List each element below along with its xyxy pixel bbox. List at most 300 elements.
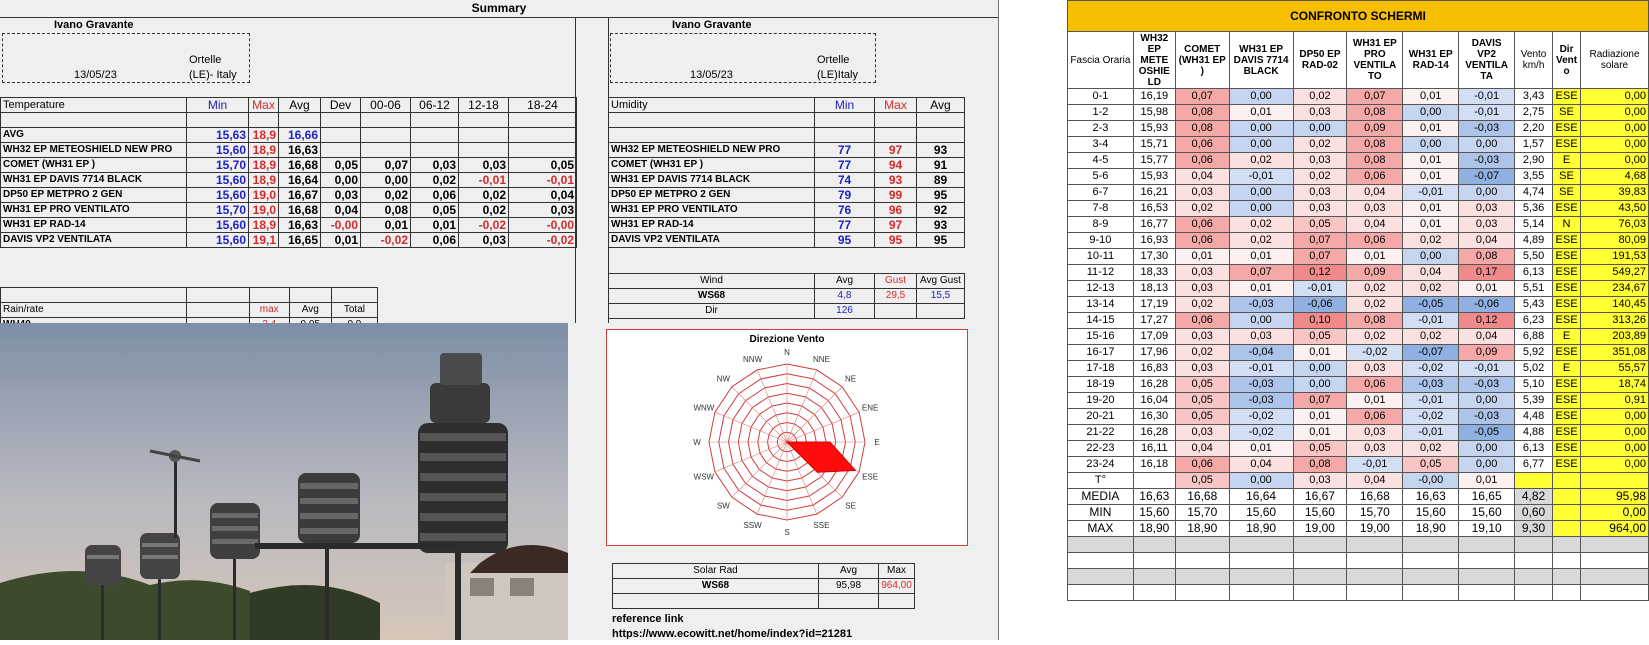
humidity-row xyxy=(609,218,965,233)
confronto-cell: 0,08 xyxy=(1459,249,1515,265)
title-row xyxy=(1068,1,1649,32)
confronto-t-cell: 0,01 xyxy=(1459,473,1515,489)
confronto-cell: 5,36 xyxy=(1515,201,1553,217)
confronto-cell: ESE xyxy=(1553,137,1581,153)
confronto-cell: 15,77 xyxy=(1133,153,1175,169)
temp-max-cell: 18,9 xyxy=(249,158,279,173)
owner-name-right: Ivano Gravante xyxy=(672,19,752,31)
confronto-cell: 0,02 xyxy=(1175,345,1229,361)
temp-c1-cell: 0,01 xyxy=(361,218,411,233)
confronto-t-cell xyxy=(1553,473,1581,489)
confronto-cell: 0,08 xyxy=(1347,153,1403,169)
header-12-18: 12-18 xyxy=(459,98,509,113)
header-solar-max: Max xyxy=(879,564,915,579)
confronto-t-cell xyxy=(1515,473,1553,489)
confronto-t-cell xyxy=(1133,473,1175,489)
confronto-cell: 16,28 xyxy=(1133,425,1175,441)
confronto-cell: 0,08 xyxy=(1293,457,1347,473)
temp-c4-cell xyxy=(509,128,577,143)
confronto-cell: ESE xyxy=(1553,89,1581,105)
confronto-summary-cell: 18,90 xyxy=(1133,521,1175,537)
confronto-row xyxy=(1068,441,1649,457)
confronto-cell: ESE xyxy=(1553,297,1581,313)
confronto-cell: -0,05 xyxy=(1403,297,1459,313)
temp-c4-cell: -0,01 xyxy=(509,173,577,188)
confronto-t-cell: 0,04 xyxy=(1347,473,1403,489)
spacer-row xyxy=(613,594,915,609)
location-line2: (LE)- Italy xyxy=(189,69,237,81)
confronto-cell: 5,92 xyxy=(1515,345,1553,361)
header-wind: Wind xyxy=(609,274,815,289)
confronto-row xyxy=(1068,281,1649,297)
empty-cell xyxy=(1175,585,1229,601)
spacer-row xyxy=(609,113,965,128)
temp-avg-cell: 16,68 xyxy=(279,158,321,173)
confronto-cell: 0,07 xyxy=(1175,89,1229,105)
confronto-cell: 0,06 xyxy=(1347,409,1403,425)
empty-cell xyxy=(1553,553,1581,569)
confronto-cell: 16,83 xyxy=(1133,361,1175,377)
humidity-max-cell: 99 xyxy=(875,188,917,203)
confronto-cell: -0,03 xyxy=(1459,377,1515,393)
header-rain-rate: Rain/rate xyxy=(1,303,187,318)
confronto-cell: -0,01 xyxy=(1403,425,1459,441)
confronto-cell: 5,10 xyxy=(1515,377,1553,393)
confronto-summary-cell: 16,67 xyxy=(1293,489,1347,505)
empty-cell xyxy=(1293,537,1347,553)
confronto-cell: 0,03 xyxy=(1293,153,1347,169)
confronto-cell: 0,12 xyxy=(1459,313,1515,329)
confronto-cell: 0,00 xyxy=(1581,121,1649,137)
temp-c3-cell xyxy=(459,128,509,143)
confronto-cell: 5,51 xyxy=(1515,281,1553,297)
confronto-row xyxy=(1068,425,1649,441)
radar-direction-label: SSW xyxy=(743,521,762,531)
confronto-cell: 16,19 xyxy=(1133,89,1175,105)
confronto-row xyxy=(1068,361,1649,377)
confronto-cell: 0,00 xyxy=(1581,105,1649,121)
confronto-cell: 0,00 xyxy=(1459,137,1515,153)
empty-cell xyxy=(1229,553,1293,569)
wind-direction-chart xyxy=(606,329,968,546)
reference-block xyxy=(612,612,852,639)
radar-direction-label: NNE xyxy=(812,354,830,364)
confronto-cell: 0,06 xyxy=(1175,457,1229,473)
confronto-cell: 13-14 xyxy=(1068,297,1134,313)
confronto-cell: 0,04 xyxy=(1175,169,1229,185)
confronto-cell: 0,00 xyxy=(1459,441,1515,457)
empty-cell xyxy=(1581,537,1649,553)
confronto-cell: SE xyxy=(1553,105,1581,121)
location-right-line1: Ortelle xyxy=(817,54,850,66)
humidity-row xyxy=(609,203,965,218)
location-line1: Ortelle xyxy=(189,54,222,66)
confronto-cell: 0,01 xyxy=(1347,249,1403,265)
confronto-cell: 0,03 xyxy=(1293,185,1347,201)
empty-cell xyxy=(1133,569,1175,585)
temp-max-cell: 18,9 xyxy=(249,128,279,143)
header-avg: Avg xyxy=(917,98,965,113)
confronto-cell: 17-18 xyxy=(1068,361,1134,377)
radar-spoke xyxy=(757,442,787,514)
confronto-cell: 0,01 xyxy=(1347,393,1403,409)
confronto-cell: 203,89 xyxy=(1581,329,1649,345)
temp-avg-cell: 16,64 xyxy=(279,173,321,188)
confronto-cell: 0,06 xyxy=(1175,233,1229,249)
empty-cell xyxy=(1553,569,1581,585)
reference-url[interactable]: https://www.ecowitt.net/home/index?id=21281 xyxy=(612,628,853,639)
confronto-empty-row xyxy=(1068,537,1649,553)
rain-header-row xyxy=(1,303,378,318)
temp-dev-cell: 0,03 xyxy=(321,188,361,203)
confronto-cell: -0,02 xyxy=(1403,361,1459,377)
humidity-row xyxy=(609,143,965,158)
confronto-cell: 0,03 xyxy=(1175,265,1229,281)
header-rain-total: Total xyxy=(331,303,377,318)
confronto-header-cell: Radiazione solare xyxy=(1581,32,1649,89)
confronto-cell: 18,74 xyxy=(1581,377,1649,393)
confronto-cell: 16,53 xyxy=(1133,201,1175,217)
confronto-cell: 140,45 xyxy=(1581,297,1649,313)
confronto-cell: 0,05 xyxy=(1175,409,1229,425)
empty-cell xyxy=(1229,569,1293,585)
radar-direction-label: WSW xyxy=(693,472,715,482)
humidity-min-cell: 74 xyxy=(815,173,875,188)
confronto-cell: 6,88 xyxy=(1515,329,1553,345)
confronto-cell: 0,03 xyxy=(1175,425,1229,441)
confronto-header-cell: WH31 EP PRO VENTILA TO xyxy=(1347,32,1403,89)
confronto-schermi-table xyxy=(1067,0,1649,601)
empty-cell xyxy=(1403,585,1459,601)
confronto-cell: 15,93 xyxy=(1133,169,1175,185)
confronto-empty-row xyxy=(1068,569,1649,585)
temp-c1-cell: 0,08 xyxy=(361,203,411,218)
confronto-cell: 5,39 xyxy=(1515,393,1553,409)
confronto-cell: 0,01 xyxy=(1403,169,1459,185)
confronto-cell: ESE xyxy=(1553,393,1581,409)
confronto-cell: -0,01 xyxy=(1403,313,1459,329)
confronto-cell: 0,01 xyxy=(1229,281,1293,297)
temp-c2-cell: 0,05 xyxy=(411,203,459,218)
solar-table xyxy=(612,563,915,609)
confronto-cell: 0,05 xyxy=(1175,377,1229,393)
confronto-cell: 5,43 xyxy=(1515,297,1553,313)
confronto-cell: 16,77 xyxy=(1133,217,1175,233)
radar-title: Direzione Vento xyxy=(749,334,825,345)
temperature-row xyxy=(1,218,577,233)
sensor-name: WH32 EP METEOSHIELD NEW PRO xyxy=(609,143,815,158)
confronto-summary-cell: 19,00 xyxy=(1347,521,1403,537)
temp-max-cell: 18,9 xyxy=(249,218,279,233)
temperature-row xyxy=(1,158,577,173)
confronto-cell: 0,00 xyxy=(1229,137,1293,153)
confronto-cell: 0,00 xyxy=(1581,153,1649,169)
confronto-cell: 0,02 xyxy=(1403,329,1459,345)
temp-min-cell: 15,63 xyxy=(187,128,249,143)
radar-direction-label: NNW xyxy=(743,354,763,364)
confronto-cell: 0,01 xyxy=(1459,281,1515,297)
confronto-cell: ESE xyxy=(1553,121,1581,137)
spacer-row xyxy=(1,113,577,128)
radar-spoke xyxy=(715,442,787,472)
confronto-summary-cell: 18,90 xyxy=(1175,521,1229,537)
confronto-header-cell: WH31 EP DAVIS 7714 BLACK xyxy=(1229,32,1293,89)
sensor-name: COMET (WH31 EP ) xyxy=(1,158,187,173)
confronto-cell: 12-13 xyxy=(1068,281,1134,297)
header-solar-rad: Solar Rad xyxy=(613,564,819,579)
empty-cell xyxy=(1175,537,1229,553)
humidity-min-cell: 76 xyxy=(815,203,875,218)
confronto-cell: ESE xyxy=(1553,425,1581,441)
confronto-cell: 313,26 xyxy=(1581,313,1649,329)
wind-avg: 4,8 xyxy=(815,289,875,304)
radar-spoke xyxy=(715,412,787,442)
temp-dev-cell: 0,04 xyxy=(321,203,361,218)
humidity-row xyxy=(609,158,965,173)
empty-cell xyxy=(1515,569,1553,585)
confronto-cell: 0,03 xyxy=(1347,361,1403,377)
humidity-table xyxy=(608,97,965,248)
confronto-summary-cell xyxy=(1553,489,1581,505)
empty-cell xyxy=(1581,553,1649,569)
temperature-row xyxy=(1,143,577,158)
confronto-cell: -0,05 xyxy=(1459,425,1515,441)
confronto-cell: 0,01 xyxy=(1229,105,1293,121)
confronto-summary-row xyxy=(1068,489,1649,505)
temp-c2-cell: 0,06 xyxy=(411,233,459,248)
confronto-cell: 0,09 xyxy=(1347,121,1403,137)
temp-c4-cell: 0,03 xyxy=(509,203,577,218)
confronto-cell: 0,12 xyxy=(1293,265,1347,281)
temp-max-cell: 19,0 xyxy=(249,203,279,218)
empty-cell xyxy=(1553,585,1581,601)
temp-min-cell: 15,60 xyxy=(187,233,249,248)
confronto-cell: 0,00 xyxy=(1403,137,1459,153)
confronto-row xyxy=(1068,409,1649,425)
temp-max-cell: 18,9 xyxy=(249,173,279,188)
confronto-cell: 0,06 xyxy=(1347,169,1403,185)
confronto-row xyxy=(1068,329,1649,345)
empty-cell xyxy=(1403,553,1459,569)
radar-direction-label: NW xyxy=(716,374,731,384)
temp-dev-cell: 0,05 xyxy=(321,158,361,173)
humidity-row xyxy=(609,233,965,248)
confronto-cell: 4,88 xyxy=(1515,425,1553,441)
confronto-summary-cell: 16,63 xyxy=(1403,489,1459,505)
confronto-cell: 4,48 xyxy=(1515,409,1553,425)
confronto-cell: 0,07 xyxy=(1293,249,1347,265)
confronto-cell: 0,03 xyxy=(1175,185,1229,201)
confronto-cell: 17,27 xyxy=(1133,313,1175,329)
temp-dev-cell xyxy=(321,143,361,158)
confronto-cell: ESE xyxy=(1553,313,1581,329)
confronto-t-cell: 0,00 xyxy=(1229,473,1293,489)
confronto-cell: 3-4 xyxy=(1068,137,1134,153)
empty-cell xyxy=(1515,585,1553,601)
confronto-cell: -0,07 xyxy=(1459,169,1515,185)
confronto-cell: 21-22 xyxy=(1068,425,1134,441)
humidity-header-row xyxy=(609,98,965,113)
temp-min-cell: 15,70 xyxy=(187,203,249,218)
confronto-cell: 0,02 xyxy=(1347,281,1403,297)
weather-station-photo xyxy=(0,323,568,640)
confronto-cell: 0,01 xyxy=(1229,441,1293,457)
confronto-cell: -0,01 xyxy=(1347,457,1403,473)
header-06-12: 06-12 xyxy=(411,98,459,113)
confronto-summary-cell xyxy=(1553,521,1581,537)
confronto-cell: 0,03 xyxy=(1347,425,1403,441)
empty-cell xyxy=(1133,537,1175,553)
radar-spoke xyxy=(787,370,817,442)
confronto-cell: -0,01 xyxy=(1403,393,1459,409)
confronto-cell: 0,00 xyxy=(1459,457,1515,473)
radar-direction-label: N xyxy=(784,348,790,357)
confronto-summary-cell: 16,64 xyxy=(1229,489,1293,505)
confronto-cell: 0,17 xyxy=(1459,265,1515,281)
confronto-cell: 0,00 xyxy=(1403,249,1459,265)
confronto-cell: 16,28 xyxy=(1133,377,1175,393)
confronto-cell: 16,93 xyxy=(1133,233,1175,249)
temp-c1-cell: 0,02 xyxy=(361,188,411,203)
confronto-cell: -0,03 xyxy=(1229,393,1293,409)
confronto-row xyxy=(1068,185,1649,201)
empty-cell xyxy=(1459,569,1515,585)
confronto-cell: 0,00 xyxy=(1229,185,1293,201)
confronto-cell: -0,01 xyxy=(1459,105,1515,121)
confronto-cell: SE xyxy=(1553,169,1581,185)
wind-dir-label: Dir xyxy=(609,304,815,319)
confronto-cell: ESE xyxy=(1553,345,1581,361)
confronto-cell: ESE xyxy=(1553,457,1581,473)
confronto-summary-cell: 964,00 xyxy=(1581,521,1649,537)
confronto-cell: 0,07 xyxy=(1293,233,1347,249)
empty-cell xyxy=(1347,569,1403,585)
confronto-cell: 0,02 xyxy=(1347,297,1403,313)
confronto-cell: 18,33 xyxy=(1133,265,1175,281)
confronto-cell: 10-11 xyxy=(1068,249,1134,265)
temp-dev-cell: -0,00 xyxy=(321,218,361,233)
confronto-cell: 0,02 xyxy=(1175,201,1229,217)
location-right-line2: (LE)Italy xyxy=(817,69,858,81)
sensor-name: DAVIS VP2 VENTILATA xyxy=(1,233,187,248)
wind-sensor: WS68 xyxy=(609,289,815,304)
wind-gust: 29,5 xyxy=(875,289,917,304)
confronto-cell: 15,71 xyxy=(1133,137,1175,153)
confronto-cell: 0,01 xyxy=(1229,249,1293,265)
confronto-cell: 0,02 xyxy=(1347,329,1403,345)
empty-cell xyxy=(1133,553,1175,569)
solar-avg: 95,98 xyxy=(819,579,879,594)
confronto-cell: 55,57 xyxy=(1581,361,1649,377)
confronto-header-cell: WH31 EP RAD-14 xyxy=(1403,32,1459,89)
confronto-summary-cell: 9,30 xyxy=(1515,521,1553,537)
confronto-cell: 549,27 xyxy=(1581,265,1649,281)
temp-c2-cell: 0,02 xyxy=(411,173,459,188)
confronto-cell: 0,08 xyxy=(1175,105,1229,121)
temp-c4-cell: -0,02 xyxy=(509,233,577,248)
confronto-header-cell: Fascia Oraria xyxy=(1068,32,1134,89)
confronto-cell: 6-7 xyxy=(1068,185,1134,201)
confronto-empty-row xyxy=(1068,553,1649,569)
confronto-cell: 5,50 xyxy=(1515,249,1553,265)
confronto-cell: 11-12 xyxy=(1068,265,1134,281)
sensor-name: AVG xyxy=(1,128,187,143)
temperature-header-row xyxy=(1,98,577,113)
radar-direction-label: ESE xyxy=(862,472,879,482)
temp-c1-cell: 0,00 xyxy=(361,173,411,188)
confronto-cell: 18,13 xyxy=(1133,281,1175,297)
confronto-cell: 0,02 xyxy=(1293,89,1347,105)
empty-cell xyxy=(1553,537,1581,553)
confronto-cell: -0,03 xyxy=(1229,377,1293,393)
confronto-cell: 5-6 xyxy=(1068,169,1134,185)
spacer-row xyxy=(1,288,378,303)
humidity-min-cell: 77 xyxy=(815,143,875,158)
confronto-summary-cell: 15,60 xyxy=(1293,505,1347,521)
empty-cell xyxy=(1175,569,1229,585)
confronto-cell: -0,02 xyxy=(1403,409,1459,425)
radar-direction-label: SSE xyxy=(813,521,830,531)
confronto-t-cell: 0,05 xyxy=(1175,473,1229,489)
confronto-cell: 0,00 xyxy=(1581,137,1649,153)
humidity-max-cell: 93 xyxy=(875,173,917,188)
temp-c2-cell: 0,01 xyxy=(411,218,459,233)
confronto-cell: 0,05 xyxy=(1293,329,1347,345)
confronto-cell: 0,00 xyxy=(1229,89,1293,105)
confronto-cell: -0,01 xyxy=(1293,281,1347,297)
confronto-row xyxy=(1068,89,1649,105)
confronto-row xyxy=(1068,121,1649,137)
confronto-summary-cell: MEDIA xyxy=(1068,489,1134,505)
confronto-row xyxy=(1068,265,1649,281)
confronto-cell: 0,03 xyxy=(1229,329,1293,345)
confronto-cell: ESE xyxy=(1553,409,1581,425)
confronto-cell: 6,13 xyxy=(1515,441,1553,457)
confronto-row xyxy=(1068,249,1649,265)
temp-avg-cell: 16,68 xyxy=(279,203,321,218)
confronto-cell: 0,01 xyxy=(1403,201,1459,217)
confronto-header-cell: Dir Vent o xyxy=(1553,32,1581,89)
temperature-row xyxy=(1,128,577,143)
temp-max-cell: 19,1 xyxy=(249,233,279,248)
confronto-cell: -0,02 xyxy=(1229,425,1293,441)
confronto-t-cell: 0,03 xyxy=(1293,473,1347,489)
confronto-cell: 0,06 xyxy=(1175,153,1229,169)
empty-cell xyxy=(1459,537,1515,553)
confronto-cell: 0,03 xyxy=(1459,201,1515,217)
confronto-cell: 0,07 xyxy=(1293,393,1347,409)
confronto-cell: 0,00 xyxy=(1581,409,1649,425)
confronto-cell: -0,02 xyxy=(1229,409,1293,425)
confronto-cell: 17,19 xyxy=(1133,297,1175,313)
wind-dir: 126 xyxy=(815,304,875,319)
confronto-cell: 0,04 xyxy=(1459,233,1515,249)
sensor-name: DP50 EP METPRO 2 GEN xyxy=(1,188,187,203)
confronto-summary-cell: 15,60 xyxy=(1133,505,1175,521)
confronto-cell: 0,00 xyxy=(1229,313,1293,329)
sensor-name: WH31 EP RAD-14 xyxy=(1,218,187,233)
temp-c1-cell: -0,02 xyxy=(361,233,411,248)
temp-avg-cell: 16,65 xyxy=(279,233,321,248)
confronto-cell: -0,01 xyxy=(1229,169,1293,185)
confronto-cell: -0,03 xyxy=(1459,121,1515,137)
confronto-cell: 0,01 xyxy=(1293,345,1347,361)
confronto-cell: 0,03 xyxy=(1293,201,1347,217)
temp-avg-cell: 16,63 xyxy=(279,218,321,233)
confronto-cell: -0,02 xyxy=(1347,345,1403,361)
confronto-summary-cell: 19,00 xyxy=(1293,521,1347,537)
humidity-min-cell: 77 xyxy=(815,158,875,173)
